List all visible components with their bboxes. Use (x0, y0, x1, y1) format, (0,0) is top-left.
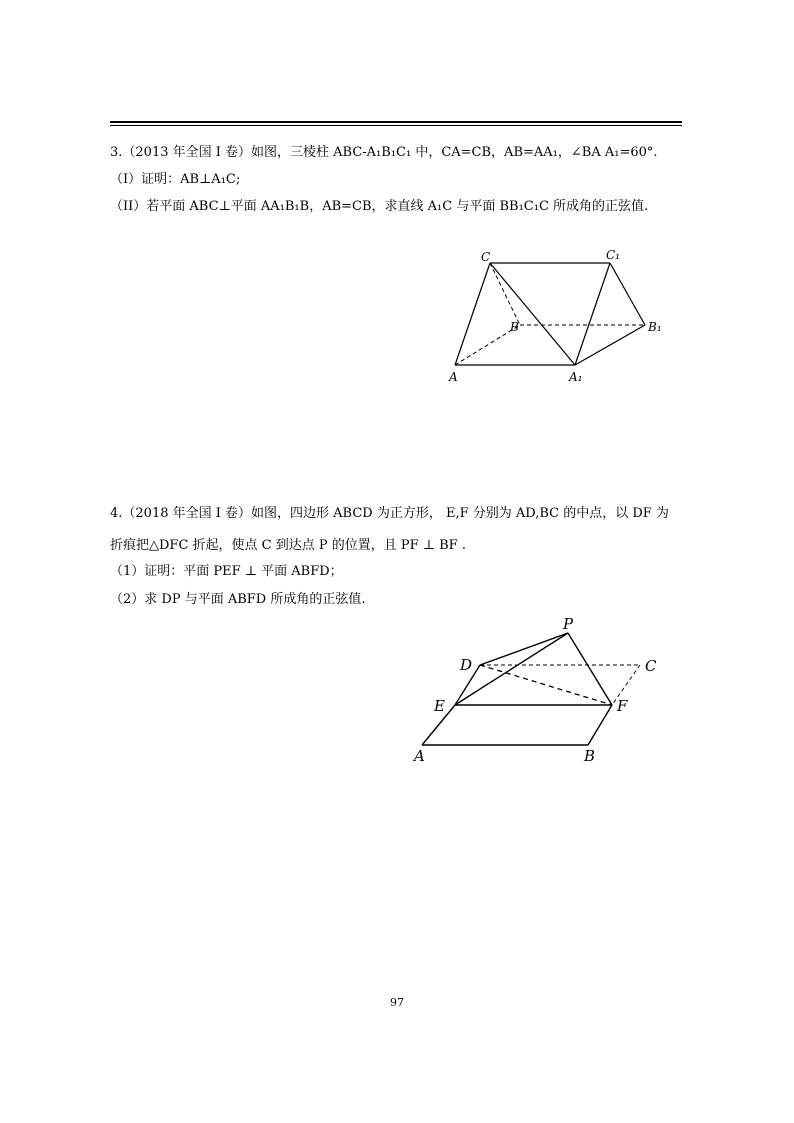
label-C: C (645, 657, 657, 675)
q4-stem-cont: 折痕把△DFC 折起，使点 C 到达点 P 的位置，且 PF ⊥ BF . (110, 538, 466, 553)
label-A: A (449, 370, 458, 384)
q3-stem: 3.（2013 年全国 I 卷）如图，三棱柱 ABC-A₁B₁C₁ 中，CA=CB，AB=AA₁，∠BA A₁=60°. (110, 145, 658, 160)
q4-stem: 4.（2018 年全国 I 卷）如图，四边形 ABCD 为正方形， E,F 分别为 AD,BC 的中点，以 DF 为 (110, 506, 669, 521)
label-C1: C₁ (606, 248, 620, 262)
q3-part-2: （II）若平面 ABC⊥平面 AA₁B₁B，AB=CB，求直线 A₁C 与平面 BB₁C₁C 所成角的正弦值. (110, 199, 649, 214)
q4-part-1: （1）证明：平面 PEF ⊥ 平面 ABFD； (110, 564, 343, 579)
label-A: A (414, 747, 425, 765)
q4-part-2: （2）求 DP 与平面 ABFD 所成角的正弦值. (110, 592, 366, 607)
label-C: C (481, 250, 491, 264)
label-B1: B₁ (648, 320, 662, 334)
label-E: E (434, 697, 445, 715)
label-D: D (460, 656, 473, 674)
q3-part-1: （I）证明：AB⊥A₁C; (110, 172, 241, 187)
prism-figure (440, 245, 680, 390)
label-A1: A₁ (569, 370, 583, 384)
label-P: P (563, 615, 574, 633)
folded-square-figure (405, 610, 670, 770)
label-B: B (584, 747, 596, 765)
header-rule-thin (110, 125, 682, 126)
header-rule-thick (110, 121, 682, 123)
label-B: B (510, 320, 519, 334)
page-number: 97 (390, 996, 404, 1009)
label-F: F (617, 697, 628, 715)
